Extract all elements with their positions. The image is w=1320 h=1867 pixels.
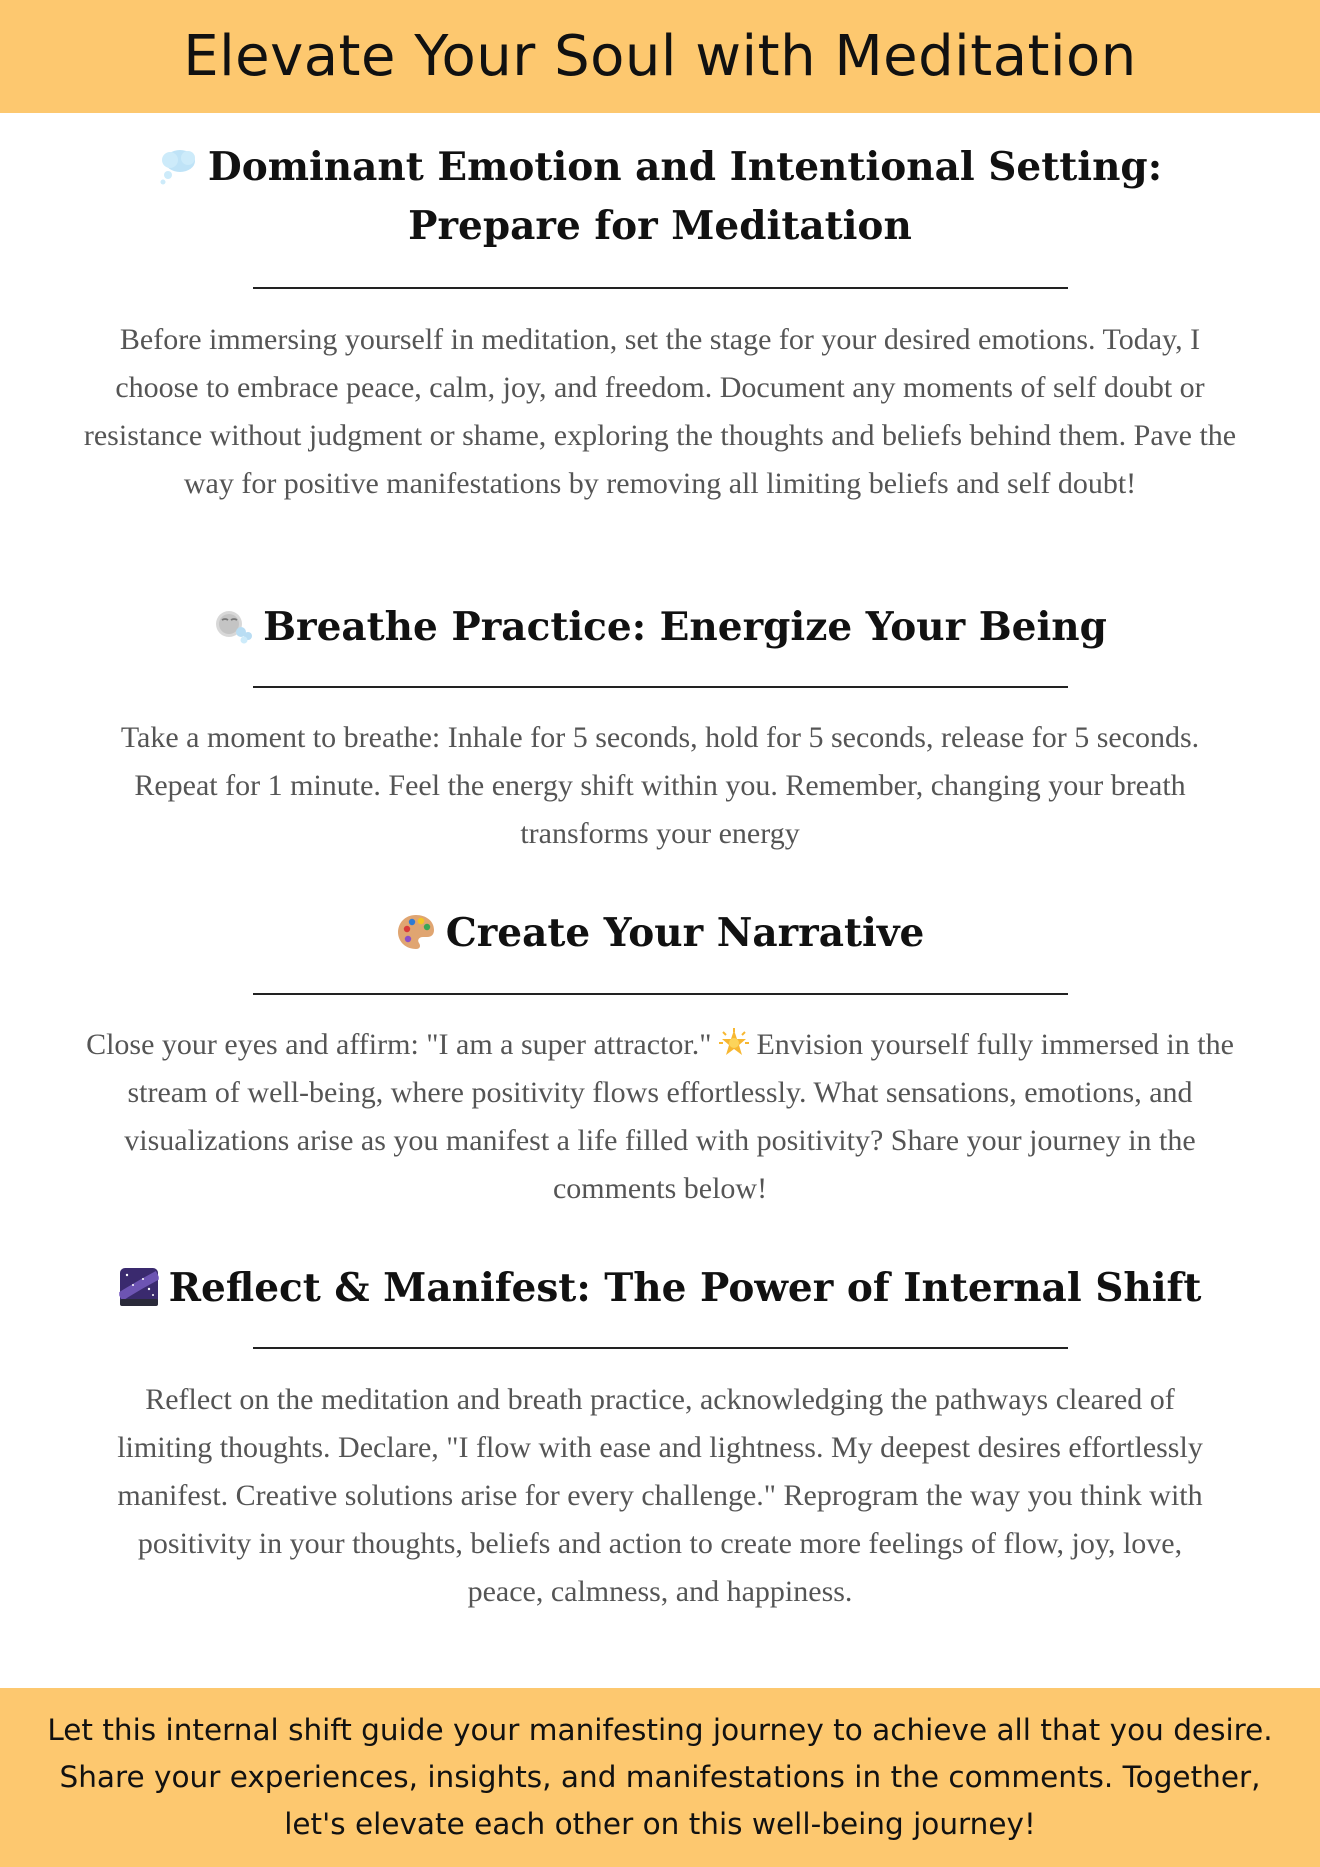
- footer-text: Let this internal shift guide your manifesting journey to achieve all that you desire. Share your experiences, insights, and manifestations in the comments. Together, let's elevate each other on this well-being journey!: [47, 1713, 1273, 1841]
- section-heading: [0, 598, 1320, 657]
- section-dominant-emotion: [0, 138, 1320, 508]
- section-body: Before immersing yourself in meditation, set the stage for your desired emotions. Today, I choose to embrace peace, calm, joy, and freedom. Document any moments of self doubt or resistance without judgment or shame, exploring the thoughts and beliefs behind them. Pave the way for positive manifestations by removing all limiting beliefs and self doubt!: [83, 323, 1237, 500]
- thought-balloon-icon: [158, 146, 198, 186]
- footer-banner: [0, 1688, 1320, 1867]
- divider: [253, 287, 1068, 289]
- glowing-star-icon: [719, 1028, 749, 1058]
- section-body: Take a moment to breathe: Inhale for 5 seconds, hold for 5 seconds, release for 5 seconds. Repeat for 1 minute. Feel the energy shift within you. Remember, changing your breath transforms your energy: [120, 721, 1200, 850]
- section-breathe-practice: [0, 598, 1320, 858]
- section-heading-line1: Dominant Emotion and Intentional Setting:: [207, 144, 1163, 190]
- section-heading: [0, 904, 1320, 963]
- divider: [253, 1347, 1068, 1349]
- section-heading-text: Breathe Practice: Energize Your Being: [263, 604, 1107, 650]
- section-heading-text: Create Your Narrative: [445, 910, 925, 956]
- section-body: Reflect on the meditation and breath practice, acknowledging the pathways cleared of limiting thoughts. Declare, "I flow with ease and lightness. My deepest desires effortlessly manifest. Creative solutions arise for every challenge." Reprogram the way you think with positivity in your thoughts, beliefs and action to create more feelings of flow, joy, love, peace, calmness, and happiness.: [117, 1383, 1203, 1608]
- body-text-end: Envision yourself fully immersed in the stream of well-being, where positivity flows effortlessly. What sensations, emotions, and visualizations arise as you manifest a life filled with positivity? Share your journey in the comments below!: [124, 1028, 1234, 1205]
- divider: [253, 993, 1068, 995]
- section-heading-line2: Prepare for Meditation: [408, 203, 912, 249]
- page-title: Elevate Your Soul with Meditation: [183, 24, 1137, 89]
- section-heading-text: Reflect & Manifest: The Power of Internal Shift: [168, 1265, 1202, 1311]
- section-heading: [0, 1259, 1320, 1318]
- section-heading: [0, 138, 1320, 256]
- body-text-start: Close your eyes and affirm: "I am a super attractor.": [86, 1028, 719, 1061]
- face-exhaling-icon: [213, 606, 253, 646]
- divider: [253, 686, 1068, 688]
- header-banner: [0, 0, 1320, 113]
- section-body: [80, 1021, 1240, 1213]
- artist-palette-icon: [396, 912, 436, 952]
- section-create-narrative: [0, 904, 1320, 1213]
- milky-way-icon: [119, 1267, 159, 1307]
- section-reflect-manifest: [0, 1259, 1320, 1616]
